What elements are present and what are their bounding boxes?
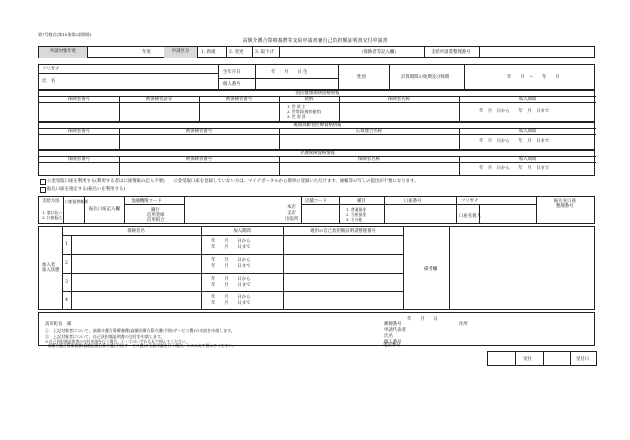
members-h1: 保険者名 — [127, 229, 145, 234]
name-label: 氏 名 — [42, 79, 56, 84]
bank-h5b: 信用金庫 — [147, 213, 165, 218]
row-no-1: 1 — [65, 242, 68, 247]
relation-label: 個人番号 — [384, 339, 402, 345]
row2-from[interactable]: 年 月 日から — [211, 258, 251, 263]
option-withdraw[interactable]: 3. 取下げ — [255, 50, 274, 55]
row3-to[interactable]: 年 月 日まで — [211, 283, 251, 288]
row2-to[interactable]: 年 月 日まで — [211, 264, 251, 269]
check2-box[interactable] — [40, 187, 46, 193]
category-label: 申請区分 — [164, 47, 197, 58]
members-h4: 備考欄 — [424, 267, 438, 272]
members-h2: 加入期間 — [233, 229, 251, 234]
latestage-h1: 保険者番号 — [68, 129, 90, 134]
nhi-section — [38, 90, 595, 122]
ltc-period[interactable]: 年 月 日から 年 月 日まで — [479, 166, 550, 171]
bank-h3: 振込口座記入欄 — [89, 207, 120, 212]
bank-h1: 支給方法 — [42, 199, 60, 204]
nhi-title: 国民健康保険資格情報 — [295, 91, 340, 96]
birth-value[interactable]: 年 月 日 生 — [271, 70, 308, 75]
row1-from[interactable]: 年 月 日から — [211, 239, 251, 244]
members-h3: 適用の自己負担額証明書整理番号 — [310, 229, 376, 234]
phone-label: 電話番号 — [383, 343, 401, 348]
stamp-receipt: 受付 — [523, 357, 532, 362]
bank-table — [38, 196, 595, 224]
bank-h10: フリガナ — [461, 199, 479, 204]
members-left-label2: 加入状態 — [42, 268, 60, 273]
bank-h8: 種目 — [357, 199, 366, 204]
latestage-h2: 被保険者番号 — [185, 129, 213, 134]
bank-h5c: 信用組合 — [147, 218, 165, 223]
addressee: 高市町長 様 — [45, 322, 72, 327]
bank-h11: 口座名義人 — [459, 214, 481, 219]
latestage-title: 後期高齢者医療資格情報 — [293, 123, 342, 128]
bank-h2: 口座振替種類 — [65, 199, 88, 204]
row1-to[interactable]: 年 月 日まで — [211, 245, 251, 250]
ltc-h1: 保険者番号 — [68, 157, 90, 162]
declaration-date[interactable]: 年 月 日 — [407, 317, 438, 322]
applicant-label: 申請代表者 — [384, 328, 406, 333]
row4-to[interactable]: 年 月 日まで — [211, 301, 251, 306]
bank-h9: 口座番号 — [404, 199, 422, 204]
person-block — [38, 64, 595, 90]
birth-label: 生年月日 — [223, 70, 241, 75]
nhi-h2: 被保険者証等 — [145, 97, 173, 102]
check2-label: 振込口座を指定する(振込いを利用する) — [47, 186, 126, 192]
stamp-date: 受付日 — [576, 357, 590, 362]
row-no-2: 2 — [65, 261, 68, 266]
ltc-h4: 加入期間 — [518, 157, 537, 162]
insured-no-label: 個人番号 — [223, 82, 241, 87]
bank-h4: 金融機関コード — [131, 199, 162, 204]
latestage-period[interactable]: 年 月 日から 年 月 日まで — [479, 139, 550, 144]
furigana-label: フリガナ — [42, 67, 60, 72]
bank-h12b: 整理番号 — [556, 204, 574, 209]
period-label: 計算期間の始期及び終期 — [401, 75, 450, 80]
bank-h6c: 出張所 — [285, 217, 299, 222]
latestage-h4: 加入期間 — [518, 129, 537, 134]
year-unit: 年度 — [142, 50, 151, 55]
nhi-rel3[interactable]: 3. 世 帯 員 — [287, 114, 306, 119]
option-change[interactable]: 2. 変更 — [229, 50, 244, 55]
bank-h1v1[interactable]: 1. 窓口払い — [42, 210, 63, 215]
row4-from[interactable]: 年 月 日から — [211, 295, 251, 300]
postal-label: 郵便番号 — [384, 322, 402, 327]
row-no-3: 3 — [65, 280, 68, 285]
insurer-note: （保険者等記入欄） — [359, 50, 399, 55]
nhi-rel2[interactable]: 2. 世帯員(被扶養者) — [287, 109, 322, 114]
bank-h8v3[interactable]: 3. その他 — [346, 217, 363, 222]
nhi-h5: 保険者名称 — [388, 97, 410, 102]
bank-h8v2[interactable]: 2. 当座預金 — [346, 212, 367, 217]
members-table — [38, 226, 595, 310]
bank-h12: 振込先口座 — [554, 199, 576, 204]
bank-h7: 店舗コード — [305, 199, 327, 204]
option-new[interactable]: 1. 新規 — [201, 50, 216, 55]
bank-h1v2[interactable]: 2. 口座振込 — [42, 215, 63, 220]
bank-h8v1[interactable]: 1. 普通預金 — [346, 207, 367, 212]
receipt-label: 支給申請書整理番号 — [431, 50, 471, 55]
ltc-h3: 保険者名称 — [358, 157, 380, 162]
ltc-section — [38, 150, 595, 176]
bank-h5: 銀行 — [151, 208, 160, 213]
bank-h6b: 支店 — [287, 211, 296, 216]
year-label: 申請対象年度 — [39, 47, 87, 58]
form-number: 第7号様式(第10条第2項関係) — [38, 32, 92, 37]
latestage-section — [38, 122, 595, 150]
declaration-line2: ② 上記対象者について、自己負担額証明書の交付を申請します。 — [45, 334, 165, 339]
check1-box[interactable] — [40, 179, 46, 185]
address-label: 住所 — [459, 322, 468, 327]
note2: 高額介護合算療養費(高額医療合算介護(予防)サービス費)の支給申請を行う場合、①のみ丸で囲んでください。 — [44, 343, 236, 348]
row-no-4: 4 — [65, 298, 68, 303]
nhi-period[interactable]: 年 月 日から 年 月 日まで — [479, 109, 550, 114]
check1-label: 公金受取口座を利用する(利用する者は口座情報の記入不要) 公金受取口座を登録していない方は、マイナポータルから簡単に登録いただけます。通帳等の写しの提出が不要になります。 — [47, 178, 419, 184]
page-title: 高額介護合算療養費等支給申請書兼自己負担額証明書交付申請書 — [242, 38, 388, 44]
row3-from[interactable]: 年 月 日から — [211, 277, 251, 282]
nhi-h3: 被保険者番号 — [225, 97, 253, 102]
nhi-h6: 加入期間 — [518, 97, 537, 102]
top-row — [38, 46, 595, 58]
nhi-rel1[interactable]: 1. 世 帯 主 — [287, 104, 306, 109]
declaration-line1: ① 上記対象者について、高額介護合算療養費(高額医療合算介護(予防)サービス費)の支給を申請します。 — [45, 328, 235, 333]
stamp-boxes — [487, 351, 597, 366]
name-label-bottom: 氏名 — [384, 334, 393, 339]
sex-label: 性別 — [357, 75, 366, 80]
bank-h6: 本店 — [287, 205, 296, 210]
ltc-title: 介護保険資格情報 — [299, 151, 336, 156]
nhi-h1: 保険者番号 — [68, 97, 90, 102]
latestage-h3: 広域連合名称 — [355, 129, 383, 134]
nhi-h4: 続柄 — [304, 97, 314, 102]
declaration-block — [38, 312, 595, 346]
ltc-h2: 被保険者番号 — [185, 157, 213, 162]
members-left-label: 加入者 — [42, 263, 56, 268]
note1: ※自己負担額証明書の交付申請を行う場合、①・②のいずれも丸で囲んでください。 — [45, 339, 190, 344]
period-value[interactable]: 年 月 ～ 年 月 — [507, 75, 560, 80]
